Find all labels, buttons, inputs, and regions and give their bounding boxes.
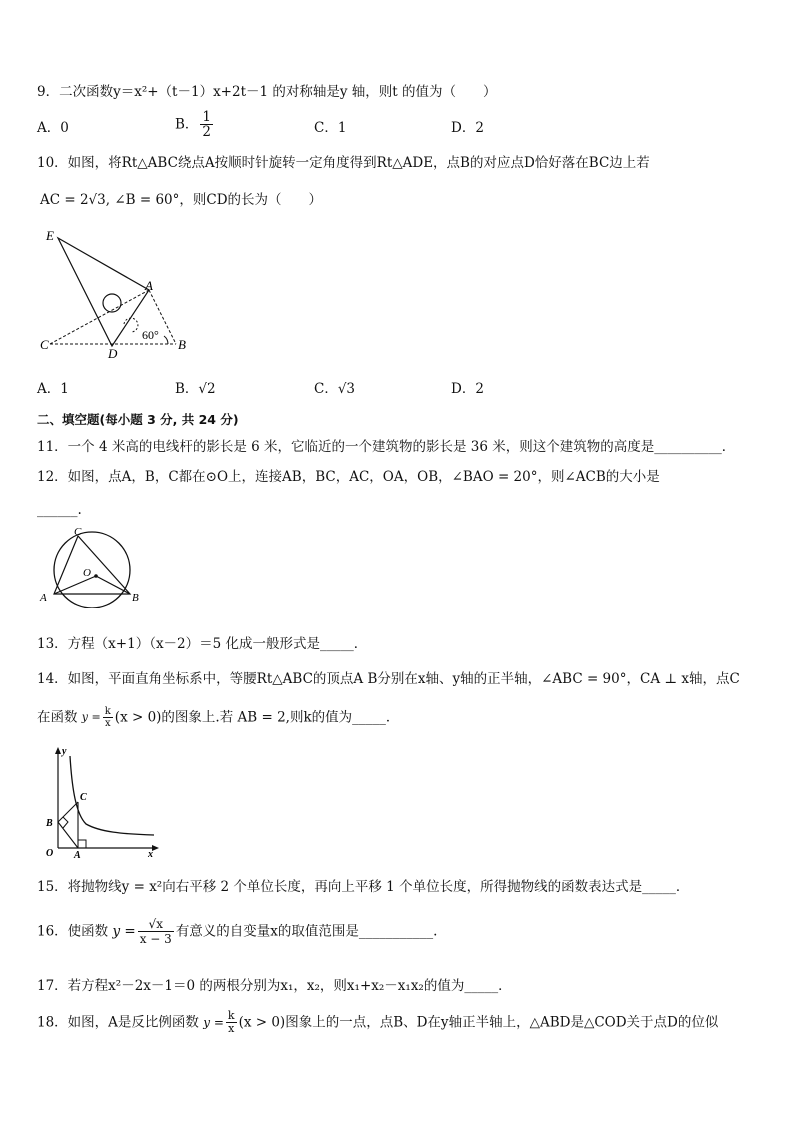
label-y: y	[62, 746, 67, 757]
angle-b-arc	[164, 336, 168, 344]
question-10-line-1: 10．如图，将Rt△ABC绕点A按顺时针旋转一定角度得到Rt△ADE，点B的对应点D恰好落在BC边上若	[37, 155, 650, 171]
label-a: A	[145, 278, 153, 293]
segment-ab	[58, 822, 78, 848]
right-angle-b	[63, 817, 68, 828]
label-o: O	[83, 567, 91, 579]
option-c: C．√3	[314, 381, 356, 397]
question-17: 17．若方程x²－2x－1＝0 的两根分别为x₁，x₂，则x₁+x₂－x₁x₂的值为_____．	[37, 978, 512, 994]
figure-coordinate-system	[42, 744, 164, 858]
label-x: x	[148, 849, 153, 858]
label-a: A	[74, 850, 81, 858]
option-b: B．√2	[175, 381, 216, 397]
label-c: C	[80, 792, 87, 803]
figure-rotated-triangle	[36, 228, 196, 360]
x-axis-arrow	[152, 845, 159, 851]
section-heading-fill-in: 二、填空题(每小题 3 分, 共 24 分)	[37, 412, 239, 427]
option-d: D．2	[451, 381, 484, 397]
option-a: A．0	[37, 120, 69, 136]
label-b: B	[178, 337, 186, 352]
option-a: A．1	[37, 381, 69, 397]
label-d: D	[108, 346, 118, 360]
figure-circle-o	[36, 524, 148, 608]
question-13: 13．方程（x+1）（x－2）＝5 化成一般形式是_____．	[37, 636, 368, 652]
question-14-line-2: 在函数 y = $\frac{k}{x}$ (x > 0)的图象上.若 AB = 2,则k的值为_____．	[37, 706, 400, 729]
label-a: A	[40, 592, 47, 604]
circle-mark	[103, 294, 121, 312]
label-angle-60: 60°	[142, 328, 159, 342]
label-c: C	[40, 337, 49, 352]
option-d: D．2	[451, 120, 484, 136]
triangle-abc	[54, 536, 130, 594]
question-15: 15．将抛物线y = x²向右平移 2 个单位长度，再向上平移 1 个单位长度，所得抛物线的函数表达式是_____．	[37, 879, 690, 895]
triangle-ade	[58, 238, 149, 346]
circle-o	[54, 532, 130, 608]
option-c: C．1	[314, 120, 347, 136]
question-12-line-1: 12．如图，点A，B，C都在⊙O上，连接AB，BC，AC，OA，OB，∠BAO = 20°，则∠ACB的大小是	[37, 469, 660, 485]
segment-ac	[50, 290, 149, 344]
question-18: 18．如图，A是反比例函数 y = $\frac{k}{x}$ (x > 0)图象上的一点，点B、D在y轴正半轴上，△ABD是△COD关于点D的位似	[37, 1009, 719, 1035]
question-11: 11．一个 4 米高的电线杆的影长是 6 米，它临近的一个建筑物的影长是 36 米，则这个建筑物的高度是__________．	[37, 439, 736, 455]
segment-bc	[58, 802, 78, 822]
question-9: 9．二次函数y＝x²+（t－1）x+2t－1 的对称轴是y 轴，则t 的值为（ ）	[37, 84, 497, 100]
label-o: O	[46, 848, 54, 858]
option-b: B． $\frac{1}{2}$	[175, 109, 212, 140]
right-angle-a	[78, 840, 86, 848]
question-10-options	[37, 379, 557, 401]
y-axis-arrow	[55, 747, 61, 754]
question-9-options	[37, 109, 557, 146]
question-16: 16．使函数 y = $\frac{√x}{x - 3}$ 有意义的自变量x的取值范围是___________.	[37, 917, 438, 946]
label-b: B	[132, 592, 139, 604]
label-c: C	[74, 526, 82, 538]
label-b: B	[46, 818, 53, 829]
center-point	[94, 574, 98, 578]
label-e: E	[46, 228, 54, 243]
question-14-line-1: 14．如图，平面直角坐标系中，等腰Rt△ABC的顶点A B分别在x轴、y轴的正半轴，∠ABC = 90°，CA ⊥ x轴，点C	[37, 671, 740, 687]
question-12-line-2: ______.	[37, 502, 82, 518]
segment-ob	[96, 576, 130, 594]
question-10-line-2: AC = 2√3, ∠B = 60°，则CD的长为（ ）	[40, 192, 323, 208]
